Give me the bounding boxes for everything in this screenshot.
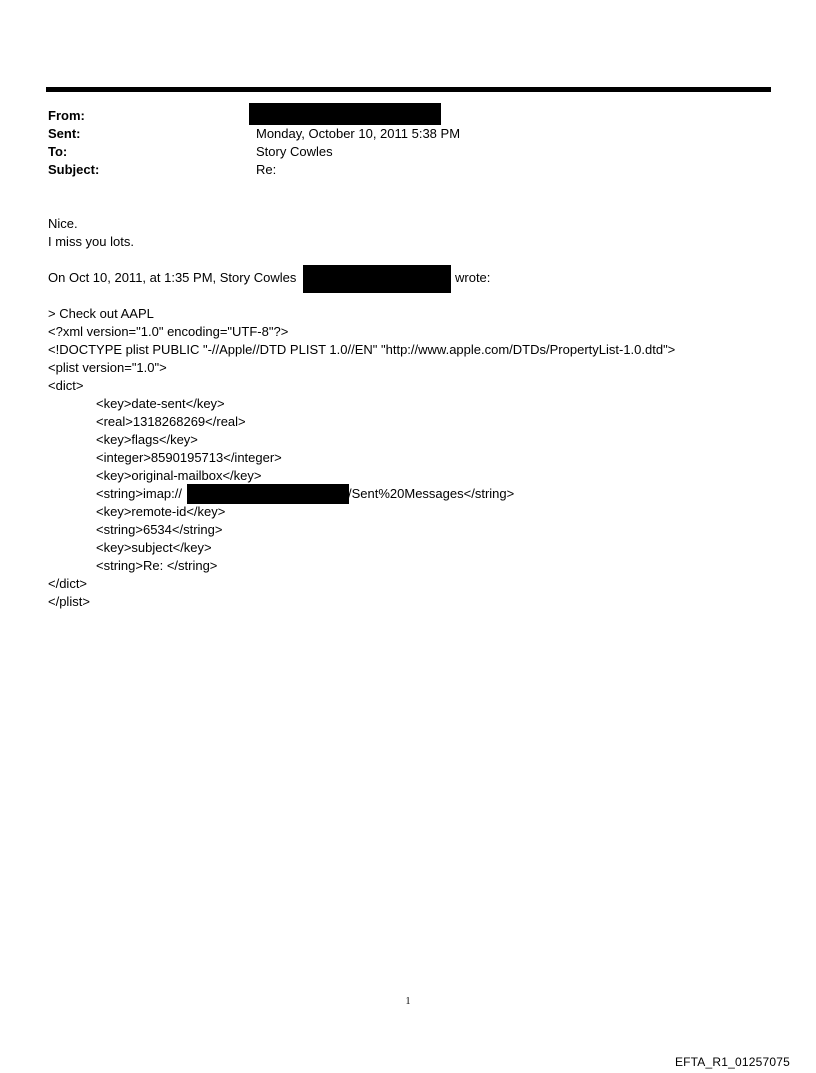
plist-line: <string>6534</string> (96, 522, 223, 537)
to-label: To: (48, 144, 68, 159)
sender-email-redaction (303, 265, 451, 293)
body-line-nice: Nice. (48, 216, 78, 231)
dict-close: </dict> (48, 576, 88, 591)
from-label: From: (48, 108, 85, 123)
plist-line: <key>remote-id</key> (96, 504, 226, 519)
subject-value: Re: (256, 162, 277, 177)
quote-intro: On Oct 10, 2011, at 1:35 PM, Story Cowles (48, 270, 297, 285)
plist-line: <key>original-mailbox</key> (96, 468, 262, 483)
sent-label: Sent: (48, 126, 81, 141)
plist-open: <plist version="1.0"> (48, 360, 167, 375)
subject-label: Subject: (48, 162, 100, 177)
page-number: 1 (405, 996, 411, 1007)
plist-close: </plist> (48, 594, 90, 609)
plist-line: <integer>8590195713</integer> (96, 450, 282, 465)
quoted-line: > Check out AAPL (48, 306, 154, 321)
body-line-miss: I miss you lots. (48, 234, 134, 249)
doctype-line: <!DOCTYPE plist PUBLIC "-//Apple//DTD PLIST 1.0//EN" "http://www.apple.com/DTDs/PropertyList-1.0.dtd"> (48, 342, 676, 357)
from-redaction (249, 103, 441, 125)
document-id: EFTA_R1_01257075 (674, 1055, 790, 1069)
mailbox-redaction (187, 484, 349, 504)
quote-intro-wrote: wrote: (455, 270, 491, 285)
plist-line: <real>1318268269</real> (96, 414, 246, 429)
xml-declaration: <?xml version="1.0" encoding="UTF-8"?> (48, 324, 289, 339)
plist-line: /Sent%20Messages</string> (348, 486, 515, 501)
header-divider (46, 87, 771, 92)
plist-line: <key>subject</key> (96, 540, 212, 555)
plist-line: <key>date-sent</key> (96, 396, 225, 411)
plist-line: <string>Re: </string> (96, 558, 218, 573)
plist-line: <string>imap:// (96, 486, 182, 501)
dict-open: <dict> (48, 378, 84, 393)
plist-line: <key>flags</key> (96, 432, 198, 447)
to-value: Story Cowles (256, 144, 333, 159)
sent-value: Monday, October 10, 2011 5:38 PM (256, 126, 461, 141)
